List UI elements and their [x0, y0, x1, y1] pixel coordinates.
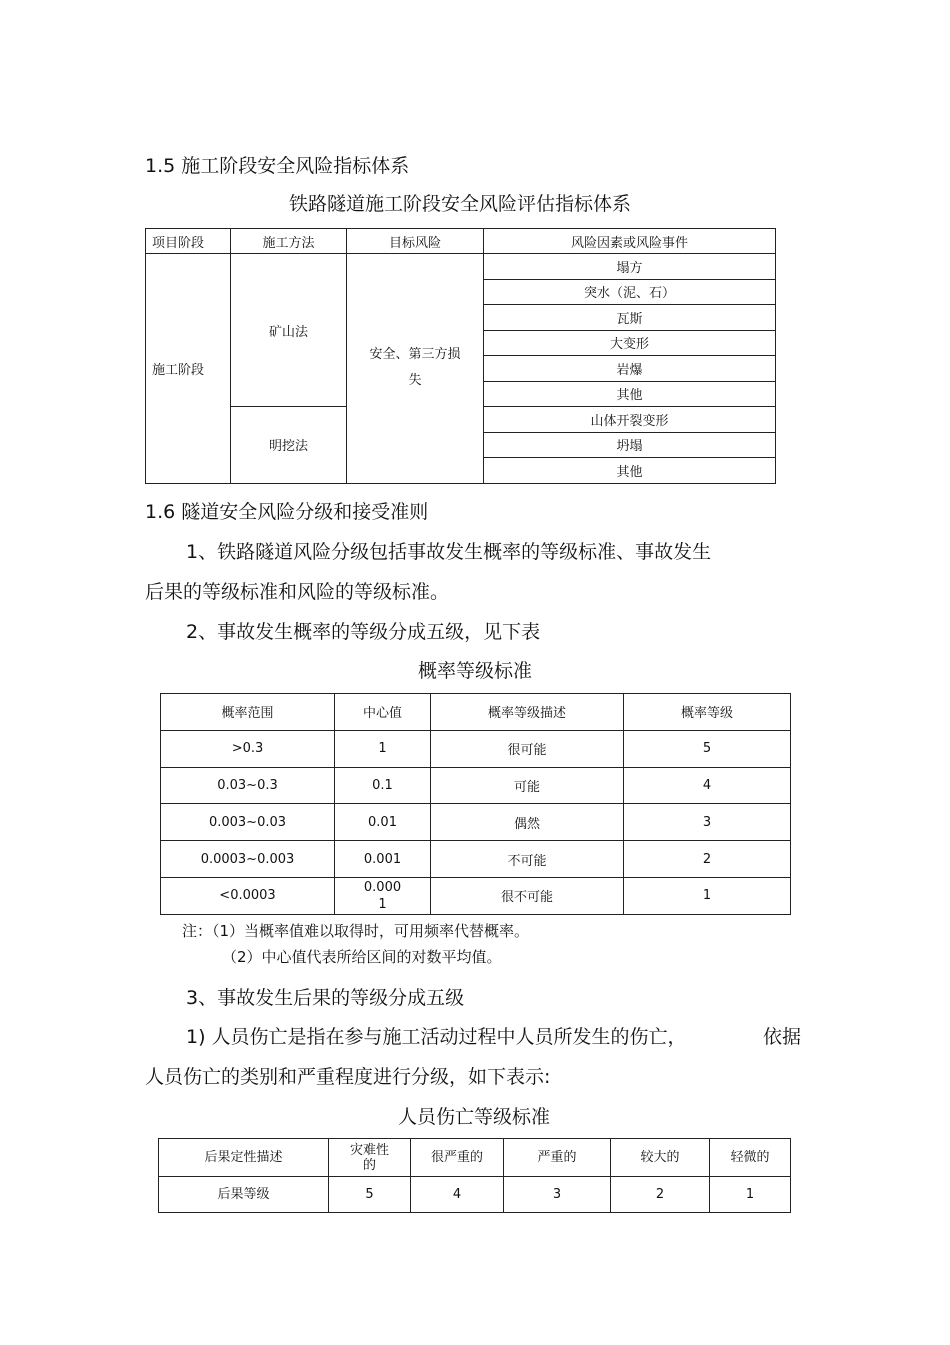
section-heading-1-6: 1.6 隧道安全风险分级和接受准则 — [145, 501, 429, 523]
center-value-line1: 0.000 — [363, 879, 402, 895]
event-cell: 瓦斯 — [484, 305, 776, 331]
table-cell: 严重的 — [504, 1139, 611, 1177]
paragraph-3: 3、事故发生后果的等级分成五级 — [186, 987, 465, 1009]
method-cell: 明挖法 — [231, 407, 347, 484]
table-cell: 4 — [624, 767, 791, 804]
table-cell: >0.3 — [161, 730, 335, 767]
table-cell: 0.003~0.03 — [161, 804, 335, 841]
table-row — [161, 730, 791, 767]
note-1: 注：（1）当概率值难以取得时，可用频率代替概率。 — [182, 922, 530, 940]
event-cell: 大变形 — [484, 330, 776, 356]
table-row — [161, 804, 791, 841]
table-cell: 很可能 — [431, 730, 624, 767]
table-cell: 3 — [624, 804, 791, 841]
table-cell: 偶然 — [431, 804, 624, 841]
table-cell: 很严重的 — [411, 1139, 504, 1177]
table-cell: 5 — [624, 730, 791, 767]
header-cell: 项目阶段 — [146, 229, 231, 254]
table-cell: 不可能 — [431, 841, 624, 878]
table-cell — [335, 877, 431, 914]
table-cell: 1 — [335, 730, 431, 767]
section-heading-1-5: 1.5 施工阶段安全风险指标体系 — [145, 155, 410, 177]
table-row — [161, 841, 791, 878]
target-risk-cell — [347, 254, 484, 484]
table-cell: 1 — [624, 877, 791, 914]
target-risk-line2: 失 — [408, 373, 422, 389]
header-cell: 风险因素或风险事件 — [484, 229, 776, 254]
table-cell: 0.03~0.3 — [161, 767, 335, 804]
table-row — [161, 877, 791, 914]
probability-level-table — [160, 693, 791, 915]
event-cell: 山体开裂变形 — [484, 407, 776, 433]
table-header-row — [146, 229, 776, 254]
table3-title: 人员伤亡等级标准 — [397, 1106, 550, 1128]
table-cell: 1 — [710, 1177, 791, 1213]
header-cell: 施工方法 — [231, 229, 347, 254]
table-cell: 轻微的 — [710, 1139, 791, 1177]
stage-cell: 施工阶段 — [146, 254, 231, 484]
table-row — [161, 767, 791, 804]
header-cell: 目标风险 — [347, 229, 484, 254]
table-cell: 2 — [624, 841, 791, 878]
note-2: （2）中心值代表所给区间的对数平均值。 — [222, 948, 502, 966]
table-cell: <0.0003 — [161, 877, 335, 914]
table2-title: 概率等级标准 — [417, 660, 532, 682]
table-cell: 可能 — [431, 767, 624, 804]
table-cell: 后果等级 — [159, 1177, 329, 1213]
header-cell: 中心值 — [335, 694, 431, 731]
header-cell: 概率等级描述 — [431, 694, 624, 731]
event-cell: 岩爆 — [484, 356, 776, 382]
table-cell: 5 — [329, 1177, 411, 1213]
casualty-level-table — [158, 1138, 791, 1213]
header-cell: 概率等级 — [624, 694, 791, 731]
paragraph-4-line1-end: 依据 — [763, 1026, 802, 1048]
table-cell: 0.01 — [335, 804, 431, 841]
table1-title: 铁路隧道施工阶段安全风险评估指标体系 — [288, 193, 631, 215]
method-cell: 矿山法 — [231, 254, 347, 407]
center-value-line2: 1 — [378, 896, 387, 912]
paragraph-1-line1: 1、铁路隧道风险分级包括事故发生概率的等级标准、事故发生 — [186, 541, 712, 563]
catastrophic-line1: 灾难性 — [349, 1142, 389, 1158]
table-cell: 0.1 — [335, 767, 431, 804]
event-cell: 其他 — [484, 458, 776, 484]
header-cell: 概率范围 — [161, 694, 335, 731]
table-header-row — [161, 694, 791, 731]
catastrophic-line2: 的 — [362, 1157, 376, 1173]
target-risk-line1: 安全、第三方损 — [369, 347, 461, 363]
table-cell: 较大的 — [611, 1139, 710, 1177]
table-cell: 很不可能 — [431, 877, 624, 914]
table-cell: 0.0003~0.003 — [161, 841, 335, 878]
event-cell: 突水（泥、石） — [484, 279, 776, 305]
table-cell — [329, 1139, 411, 1177]
table-cell: 后果定性描述 — [159, 1139, 329, 1177]
event-cell: 坍塌 — [484, 432, 776, 458]
table-row — [159, 1177, 791, 1213]
table-row — [146, 254, 776, 280]
paragraph-4-line2: 人员伤亡的类别和严重程度进行分级，如下表示: — [145, 1066, 551, 1088]
paragraph-2: 2、事故发生概率的等级分成五级，见下表 — [186, 621, 541, 643]
paragraph-1-line2: 后果的等级标准和风险的等级标准。 — [145, 581, 450, 603]
paragraph-4-line1: 1) 人员伤亡是指在参与施工活动过程中人员所发生的伤亡， — [186, 1026, 687, 1048]
table-cell: 2 — [611, 1177, 710, 1213]
table-cell: 4 — [411, 1177, 504, 1213]
table-cell: 0.001 — [335, 841, 431, 878]
event-cell: 其他 — [484, 381, 776, 407]
table-row — [159, 1139, 791, 1177]
risk-index-table — [145, 228, 776, 484]
event-cell: 塌方 — [484, 254, 776, 280]
table-cell: 3 — [504, 1177, 611, 1213]
